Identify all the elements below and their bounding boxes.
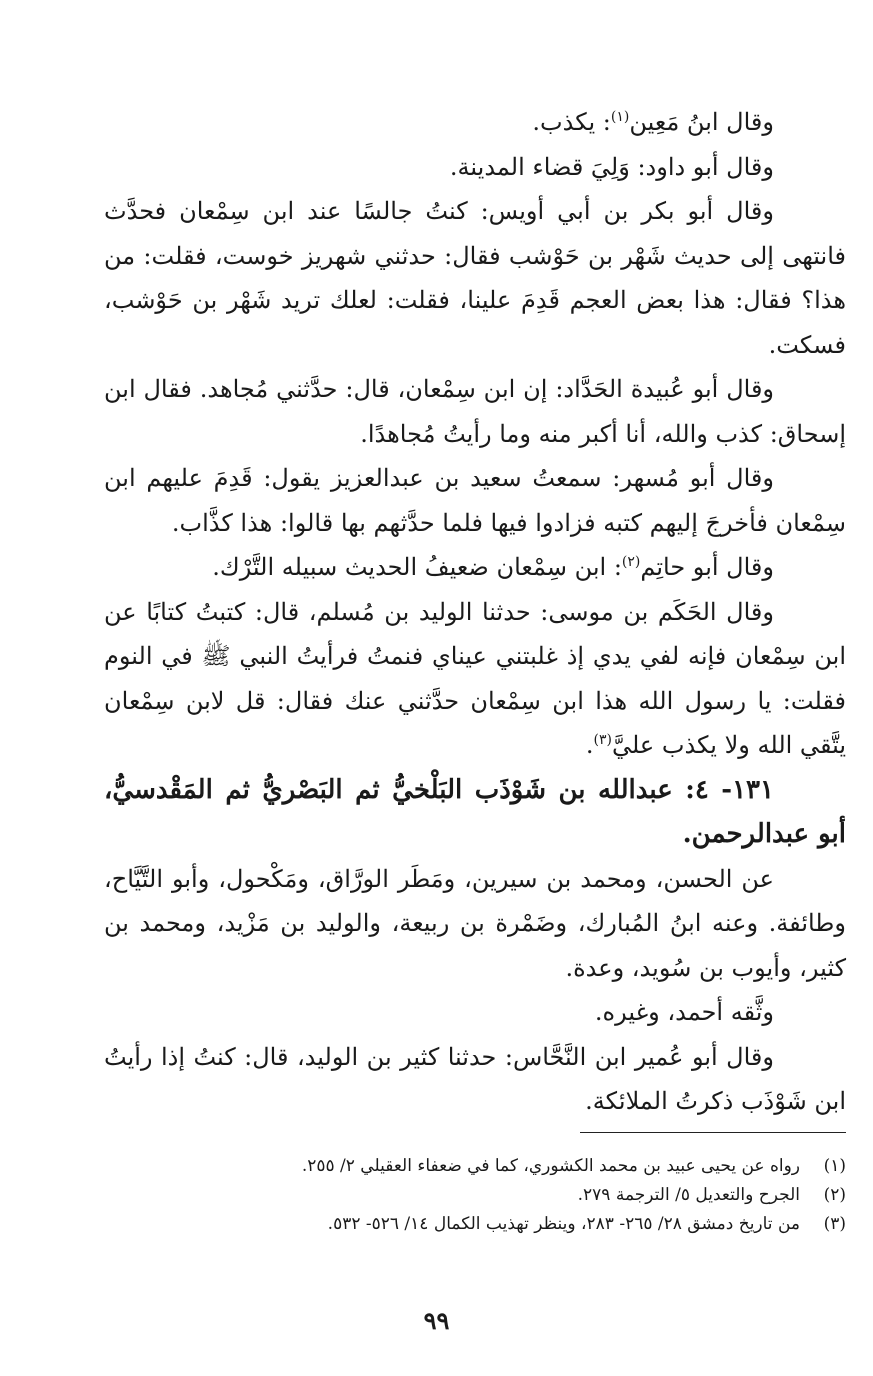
paragraph-abu-bakr: وقال أبو بكر بن أبي أويس: كنتُ جالسًا عند ابن سِمْعان فحدَّث فانتهى إلى حديث شَهْر بن حَوْشب فقال: حدثني شهريز خوست، فقلت: من هذا؟ فقال: هذا بعض العجم قَدِمَ علينا، فقلت: لعلك تريد شَهْر بن حَوْشب، فسكت.	[104, 197, 846, 359]
footnote-item	[104, 1152, 846, 1181]
paragraph-abu-umayr: وقال أبو عُمير ابن النَّحَّاس: حدثنا كثير بن الوليد، قال: كنتُ إذا رأيتُ ابن شَوْذَب ذكرتُ الملائكة.	[104, 1042, 846, 1115]
paragraph-narrators: عن الحسن، ومحمد بن سيرين، ومَطَر الورَّاق، ومَكْحول، وأبو التَّيَّاح، وطائفة. وعنه ابنُ المُبارك، وضَمْرة بن ربيعة، والوليد بن مَزْيد، ومحمد بن كثير، وأيوب بن سُويد، وعدة.	[104, 864, 846, 982]
footnote-item	[104, 1210, 846, 1239]
paragraph-abu-dawud: وقال أبو داود: وَلِيَ قضاء المدينة.	[449, 152, 774, 181]
text-run: : يكذب.	[532, 108, 611, 136]
text-run: وقال أبو حاتِم	[640, 553, 774, 581]
paragraph-tawthiq: وثَّقه أحمد، وغيره.	[594, 998, 774, 1026]
paragraph-abu-mushir: وقال أبو مُسهر: سمعتُ سعيد بن عبدالعزيز يقول: قَدِمَ عليهم ابن سِمْعان فأخرجَ إليهم كتبه فزادوا فيها فلما حدَّثهم بها قالوا: هذا كذَّاب.	[104, 464, 846, 537]
footnote-divider	[580, 1132, 846, 1133]
footnote-ref[interactable]: (٢)	[621, 554, 641, 570]
text-run: وقال ابنُ مَعِين	[629, 108, 774, 136]
paragraph-hakam	[104, 590, 846, 768]
footnote-text: من تاريخ دمشق ٢٨/ ٢٦٥- ٢٨٣، وينظر تهذيب الكمال ١٤/ ٥٢٦- ٥٣٢.	[327, 1214, 800, 1234]
paragraph-ibn-main	[104, 100, 846, 145]
footnote-number: (٣)	[823, 1214, 846, 1234]
paragraph-abu-hatim	[104, 545, 846, 590]
footnote-item	[104, 1181, 846, 1210]
paragraph-abu-ubayda: وقال أبو عُبيدة الحَدَّاد: إن ابن سِمْعان، قال: حدَّثني مُجاهد. فقال ابن إسحاق: كذب والله، أنا أكبر منه وما رأيتُ مُجاهدًا.	[104, 375, 846, 448]
footnote-text: الجرح والتعديل ٥/ الترجمة ٢٧٩.	[577, 1185, 800, 1205]
footnotes	[104, 1152, 846, 1239]
footnote-ref[interactable]: (١)	[610, 109, 630, 125]
footnote-number: (١)	[823, 1156, 846, 1176]
text-run: وقال الحَكَم بن موسى: حدثنا الوليد بن مُسلم، قال: كتبتُ كتابًا عن ابن سِمْعان فإنه لفي يدي إذ غلبتني عيناي فنمتُ فرأيتُ النبي ﷺ في النوم فقلت: يا رسول الله هذا ابن سِمْعان حدَّثني عنك فقال: قل لابن سِمْعان يتَّقي الله ولا يكذب عليَّ	[104, 597, 846, 759]
text-run: .	[585, 731, 594, 759]
footnote-text: رواه عن يحيى عبيد بن محمد الكشوري، كما في ضعفاء العقيلي ٢/ ٢٥٥.	[301, 1156, 800, 1176]
footnote-number: (٢)	[823, 1185, 846, 1205]
page-number: ٩٩	[423, 1306, 450, 1335]
footnote-ref[interactable]: (٣)	[593, 732, 612, 748]
text-run: : ابن سِمْعان ضعيفُ الحديث سبيله التَّرْك.	[212, 553, 622, 581]
main-text	[104, 100, 846, 1124]
entry-heading: ١٣١- ٤: عبدالله بن شَوْذَب البَلْخيُّ ثم البَصْريُّ ثم المَقْدسيُّ، أبو عبدالرحمن.	[104, 774, 846, 849]
